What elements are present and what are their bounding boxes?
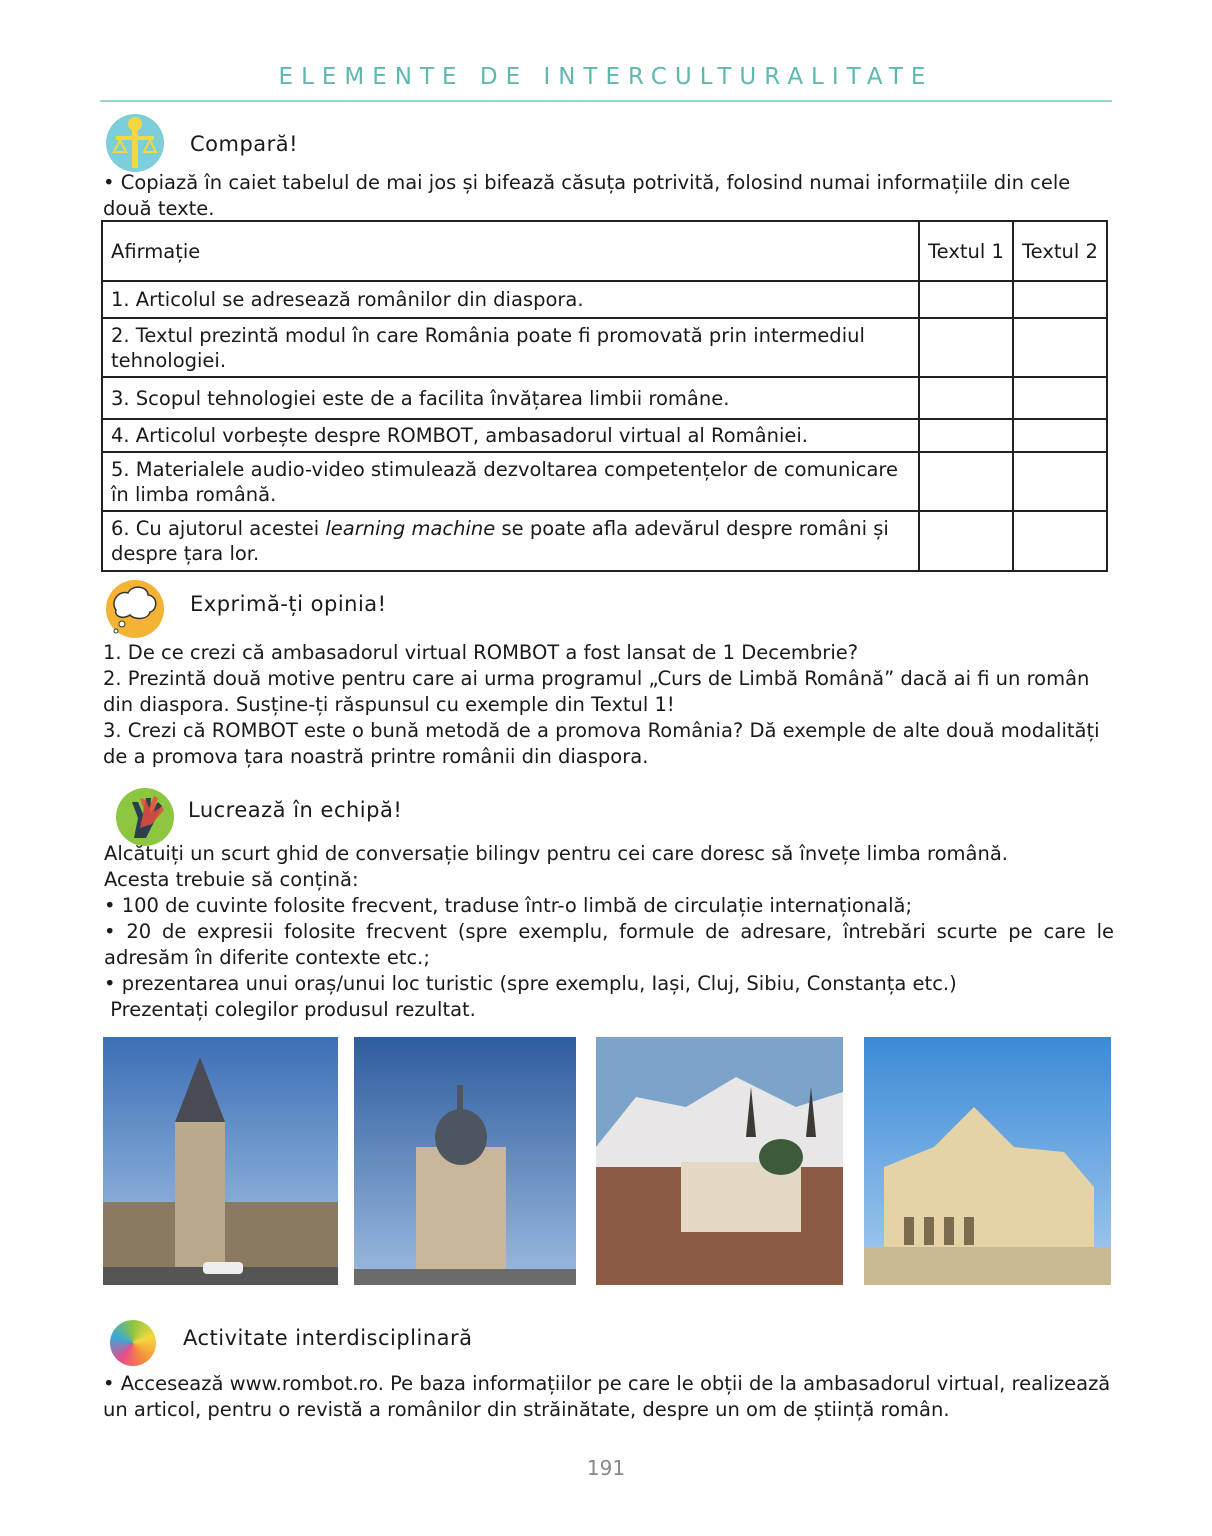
row6-before: 6. Cu ajutorul acestei — [111, 517, 326, 540]
checkbox-cell[interactable] — [1013, 377, 1107, 419]
table-row: 4. Articolul vorbește despre ROMBOT, ambasadorul virtual al României. — [102, 419, 919, 452]
team-line: • prezentarea unui oraș/unui loc turistic (spre exemplu, Iași, Cluj, Sibiu, Constanța etc.) — [104, 972, 957, 995]
row6-after: se poate afla adevărul despre români și despre țara lor. — [111, 517, 889, 565]
page-number: 191 — [586, 1456, 626, 1480]
photo-constanta-casino — [864, 1037, 1111, 1285]
opinion-questions — [103, 640, 1113, 770]
row6-italic: learning machine — [325, 517, 496, 540]
header-text1: Textul 1 — [919, 221, 1013, 281]
checkbox-cell[interactable] — [919, 419, 1013, 452]
table-row: 3. Scopul tehnologiei este de a facilita învățarea limbii române. — [102, 377, 919, 419]
interdisciplinary-text: • Accesează www.rombot.ro. Pe baza informațiilor pe care le obții de la ambasadorul virtual, realizează un articol, pentru o revistă a românilor din străinătate, despre un om de știință român. — [103, 1372, 1111, 1421]
opinion-title: Exprimă-ți opinia! — [190, 592, 387, 616]
photo-iasi-palace — [103, 1037, 338, 1285]
hands-icon — [116, 788, 174, 846]
chapter-header: ELEMENTE DE INTERCULTURALITATE — [278, 64, 934, 90]
team-line: Prezentați colegilor produsul rezultat. — [104, 998, 476, 1021]
team-line: • 100 de cuvinte folosite frecvent, traduse într-o limbă de circulație internațională; — [104, 894, 913, 917]
header-statement: Afirmație — [102, 221, 919, 281]
checkbox-cell[interactable] — [1013, 452, 1107, 511]
photo-sibiu — [596, 1037, 843, 1285]
checkbox-cell[interactable] — [919, 511, 1013, 571]
team-instructions — [104, 841, 1114, 1023]
header-divider — [100, 100, 1112, 102]
team-line: Alcătuiți un scurt ghid de conversație bilingv pentru cei care doresc să învețe limba română. — [104, 842, 1008, 865]
compare-instruction: • Copiază în caiet tabelul de mai jos și bifează căsuța potrivită, folosind numai informațiile din cele două texte. — [103, 171, 1071, 220]
header-text2: Textul 2 — [1013, 221, 1107, 281]
table-row: 2. Textul prezintă modul în care România poate fi promovată prin intermediul tehnologiei. — [102, 318, 919, 377]
checkbox-cell[interactable] — [919, 452, 1013, 511]
interdisciplinary-title: Activitate interdisciplinară — [183, 1326, 473, 1350]
compare-title: Compară! — [190, 132, 299, 156]
question-2: 2. Prezintă două motive pentru care ai urma programul „Curs de Limbă Română” dacă ai fi un român din diaspora. Susține-ți răspunsul cu exemple din Textul 1! — [103, 667, 1090, 716]
checkbox-cell[interactable] — [1013, 281, 1107, 318]
photo-cluj-cathedral — [354, 1037, 576, 1285]
question-1: 1. De ce crezi că ambasadorul virtual ROMBOT a fost lansat de 1 Decembrie? — [103, 641, 859, 664]
team-line: Acesta trebuie să conțină: — [104, 868, 359, 891]
color-wheel-icon — [110, 1320, 156, 1366]
checkbox-cell[interactable] — [1013, 511, 1107, 571]
checkbox-cell[interactable] — [919, 281, 1013, 318]
table-row: 5. Materialele audio-video stimulează dezvoltarea competențelor de comunicare în limba română. — [102, 452, 919, 511]
team-line: • 20 de expresii folosite frecvent (spre exemplu, formule de adresare, întrebări scurte pe care le adresăm în diferite contexte etc.; — [104, 920, 1114, 969]
checkbox-cell[interactable] — [919, 318, 1013, 377]
table-row — [102, 511, 919, 571]
scales-icon — [106, 114, 164, 172]
checkbox-cell[interactable] — [1013, 419, 1107, 452]
team-title: Lucrează în echipă! — [188, 798, 403, 822]
thought-bubble-icon — [106, 580, 164, 638]
table-row: 1. Articolul se adresează românilor din diaspora. — [102, 281, 919, 318]
question-3: 3. Crezi că ROMBOT este o bună metodă de a promova România? Dă exemple de alte două modalități de a promova țara noastră printre românii din diaspora. — [103, 719, 1100, 768]
checkbox-cell[interactable] — [1013, 318, 1107, 377]
comparison-table — [101, 220, 1108, 572]
checkbox-cell[interactable] — [919, 377, 1013, 419]
